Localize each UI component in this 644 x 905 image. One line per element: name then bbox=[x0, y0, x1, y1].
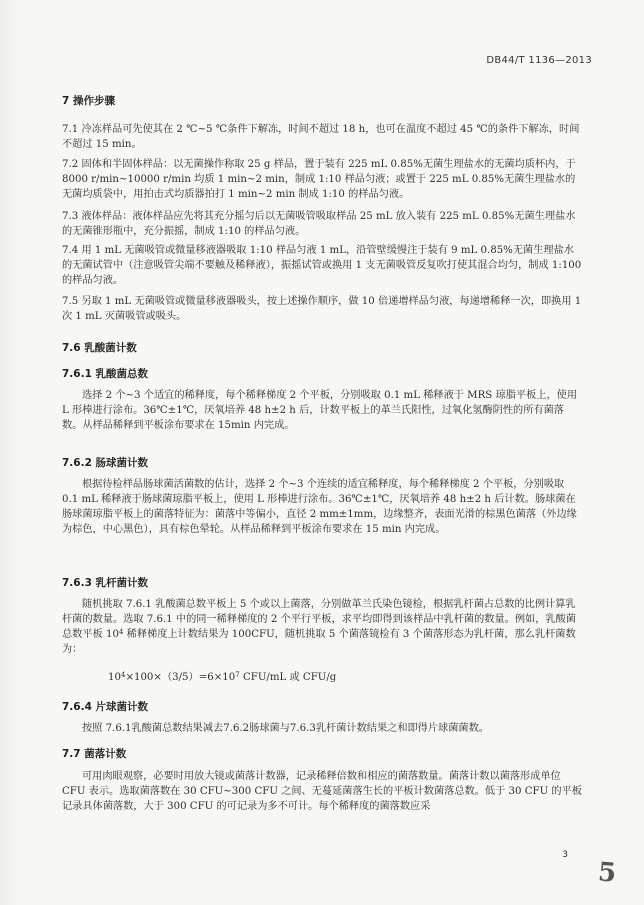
formula-exponent-2: 7 bbox=[235, 671, 240, 679]
formula-middle: ×100×（3/5）=6×10 bbox=[125, 672, 236, 683]
paragraph-7-7: 可用肉眼观察，必要时用放大镜或菌落计数器，记录稀释倍数和相应的菌落数量。菌落计数以菌落形成单位 CFU 表示。选取菌落数在 30 CFU~300 CFU 之间、无蔓延菌落生长的平板计数菌落总数。低于 30 CFU 的平板记录具体菌落数，大于 300 CFU 的可记录为多不可计。每个稀释度的菌落数应采 bbox=[62, 771, 582, 812]
formula-base: 10 bbox=[108, 672, 121, 683]
paragraph-7-6-2: 根据待检样品肠球菌活菌数的估计，选择 2 个~3 个连续的适宜稀释度，每个稀释梯度 2 个平板，分别吸取 0.1 mL 稀释液于肠球菌琼脂平板上，使用 L 形棒进行涂布。36℃±1℃，厌氧培养 48 h±2 h 后计数。肠球菌在肠球菌琼脂平板上的菌落特征为：菌落中等偏小，直径 2 mm±1mm，边缘整齐，表面光滑的棕黑色菌落（外边缘为棕色，中心黑色），具有棕色晕轮。从样品稀释到平板涂布要求在 15 min 内完成。 bbox=[62, 479, 577, 535]
page-number: 3 bbox=[562, 850, 568, 860]
section-7-6-3-title: 7.6.3 乳杆菌计数 bbox=[62, 577, 149, 589]
section-7-6-4-title: 7.6.4 片球菌计数 bbox=[62, 701, 149, 713]
paragraph-7-6-3 bbox=[62, 597, 582, 657]
section-7-title: 7 操作步骤 bbox=[62, 95, 115, 107]
paragraph-7-3: 7.3 液体样品：液体样品应先将其充分摇匀后以无菌吸管吸取样品 25 mL 放入装有 225 mL 0.85%无菌生理盐水的无菌锥形瓶中，充分振摇，制成 1:10 的样品匀液。 bbox=[62, 211, 576, 237]
section-7-6-1-title: 7.6.1 乳酸菌总数 bbox=[62, 368, 149, 380]
section-7-7-title: 7.7 菌落计数 bbox=[62, 748, 127, 760]
paragraph-7-5: 7.5 另取 1 mL 无菌吸管或微量移液器吸头，按上述操作顺序，做 10 倍递增样品匀液，每递增稀释一次，即换用 1 次 1 mL 灭菌吸管或吸头。 bbox=[62, 296, 582, 322]
paragraph-7-4: 7.4 用 1 mL 无菌吸管或微量移液器吸取 1:10 样品匀液 1 mL，沿管壁缓慢注于装有 9 mL 0.85%无菌生理盐水的无菌试管中（注意吸管尖端不要触及稀释液），振摇试管或换用 1 支无菌吸管反复吹打使其混合均匀，制成 1:100 的样品匀液。 bbox=[62, 245, 582, 286]
section-7-6-2-title: 7.6.2 肠球菌计数 bbox=[62, 457, 149, 469]
paragraph-7-2: 7.2 固体和半固体样品：以无菌操作称取 25 g 样品，置于装有 225 mL 0.85%无菌生理盐水的无菌均质杯内，于 8000 r/min~10000 r/min 均质 1 min~2 min，制成 1:10 样品匀液；或置于 225 mL 0.85%无菌生理盐水的无菌均质袋中，用拍击式均质器拍打 1 min~2 min 制成 1:10 的样品匀液。 bbox=[62, 159, 576, 200]
formula-exponent-1: 4 bbox=[120, 671, 126, 679]
section-7-6-title: 7.6 乳酸菌计数 bbox=[62, 342, 137, 354]
paragraph-7-6-1: 选择 2 个~3 个适宜的稀释度，每个稀释梯度 2 个平板，分别吸取 0.1 mL 稀释液于 MRS 琼脂平板上，使用 L 形棒进行涂布。36℃±1℃，厌氧培养 48 h±2 h 后，计数平板上的革兰氏阳性，过氧化氢酶阴性的所有菌落数。从样品稀释到平板涂布要求在 15min 内完成。 bbox=[62, 390, 578, 431]
paragraph-7-6-4: 按照 7.6.1乳酸菌总数结果减去7.6.2肠球菌与7.6.3乳杆菌计数结果之和即得片球菌菌数。 bbox=[82, 723, 489, 734]
formula-unit: CFU/mL 或 CFU/g bbox=[239, 672, 337, 683]
exponent: 4 bbox=[118, 628, 124, 636]
paragraph-7-6-3-part-b: 稀释梯度上计数结果为 100CFU，随机挑取 5 个菌落镜检有 3 个菌落形态为乳杆菌，那么乳杆菌数为： bbox=[62, 629, 576, 655]
paragraph-7-6-3-part-a: 随机挑取 7.6.1 乳酸菌总数平板上 5 个或以上菌落，分别做革兰氏染色镜检，根据乳杆菌占总数的比例计算乳杆菌的数量。选取 7.6.1 中的同一稀释梯度的 2 个平行平板，求平均即得到该样品中乳杆菌的数量。例如，乳酸菌总数平板 10 bbox=[62, 599, 576, 640]
lactobacillus-formula bbox=[108, 668, 336, 683]
paragraph-7-1: 7.1 冷冻样品可先使其在 2 ℃~5 ℃条件下解冻，时间不超过 18 h，也可在温度不超过 45 ℃的条件下解冻，时间不超过 15 min。 bbox=[62, 124, 580, 150]
standard-code-header: DB44/T 1136—2013 bbox=[486, 55, 592, 66]
handwritten-page-number: 5 bbox=[596, 857, 618, 889]
